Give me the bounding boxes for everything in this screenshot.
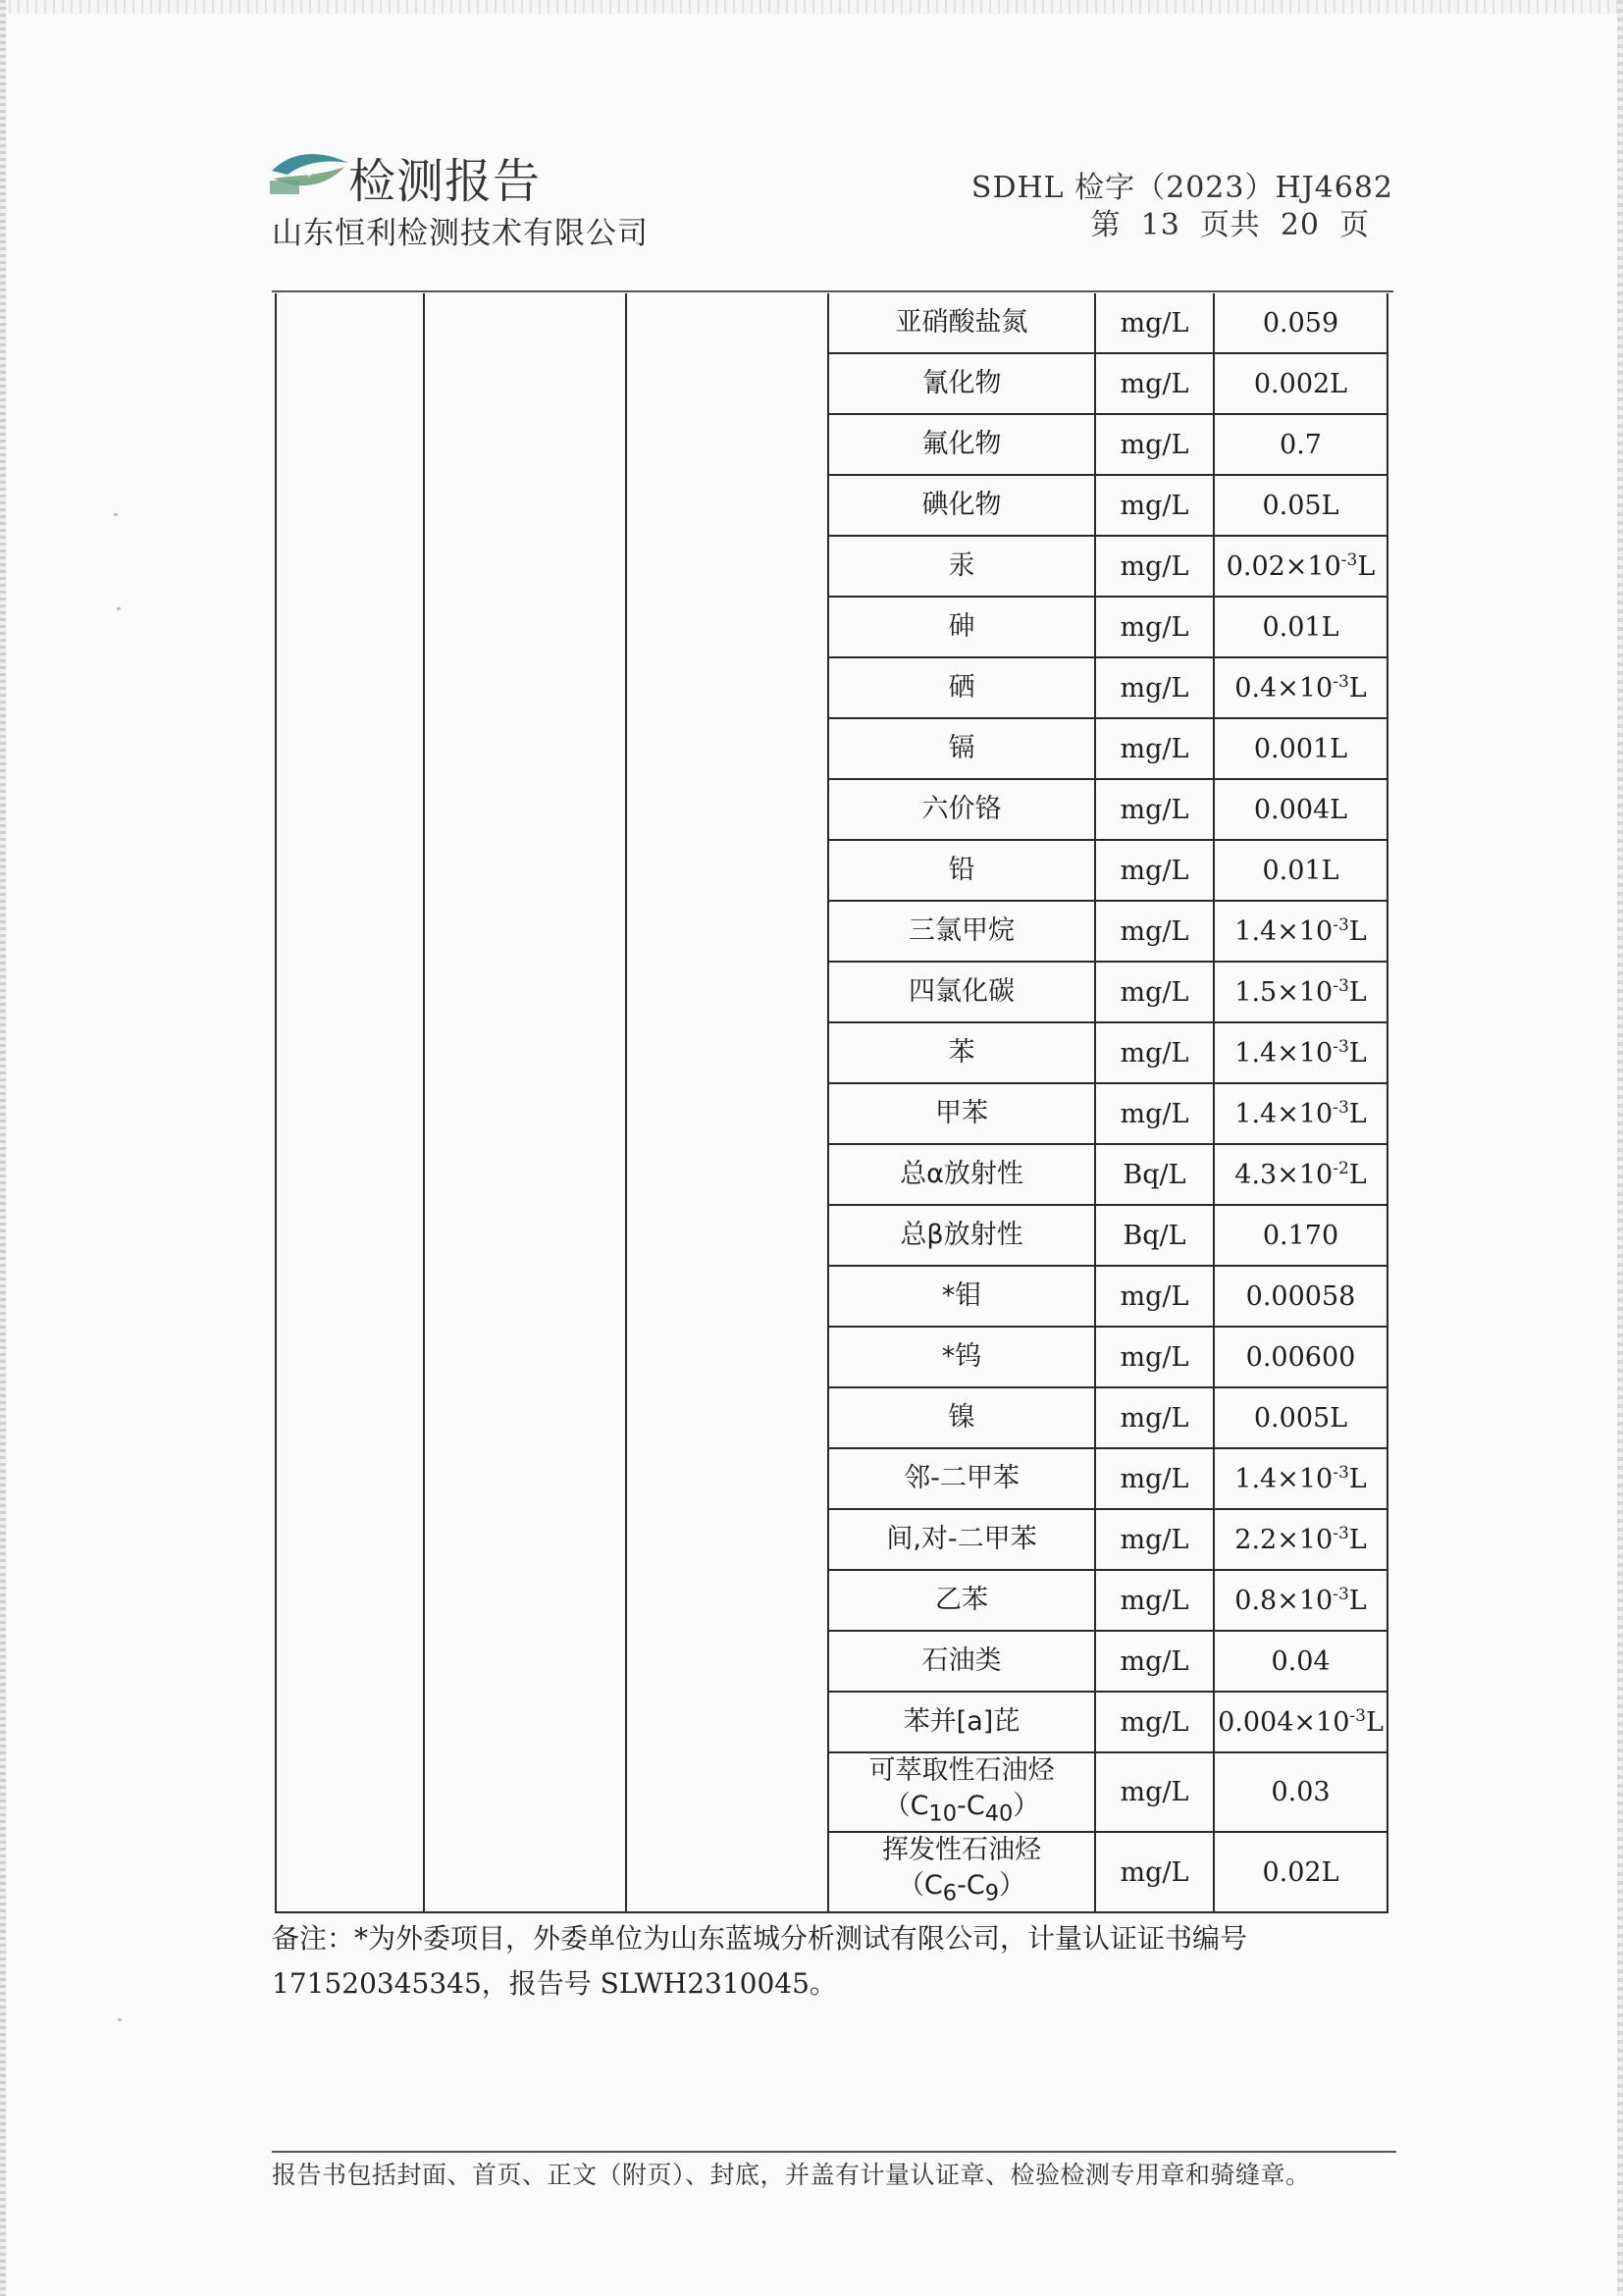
cell-item: 总β放射性	[828, 1205, 1095, 1266]
cell-result	[1214, 1448, 1387, 1509]
result-base: 1.4×10	[1234, 1099, 1334, 1129]
result-exponent: -3	[1333, 1463, 1349, 1483]
cell-item: 砷	[828, 597, 1095, 657]
scan-speck	[118, 2018, 122, 2021]
cell-result: 0.7	[1214, 414, 1387, 475]
page-middle: 页共	[1199, 208, 1261, 242]
result-base: 0.004×10	[1218, 1707, 1350, 1738]
item-paren-close: ）	[1013, 1791, 1040, 1821]
result-flag: L	[1348, 1099, 1367, 1129]
result-base: 1.5×10	[1234, 977, 1334, 1008]
cell-result: 0.170	[1214, 1205, 1387, 1266]
cell-result	[1214, 962, 1387, 1022]
footer-rule	[272, 2151, 1396, 2153]
item-line-1: 挥发性石油烃	[882, 1835, 1041, 1866]
cell-unit: mg/L	[1095, 475, 1214, 536]
cell-unit: mg/L	[1095, 597, 1214, 657]
cell-result: 0.04	[1214, 1631, 1387, 1692]
result-flag: L	[1348, 1160, 1367, 1190]
scan-speck	[114, 513, 118, 516]
cell-item: 六价铬	[828, 779, 1095, 840]
result-exponent: -3	[1333, 1098, 1349, 1118]
item-paren-open: （C	[897, 1870, 943, 1902]
result-base: 0.4×10	[1234, 673, 1334, 704]
cell-unit: mg/L	[1095, 536, 1214, 597]
cell-result: 0.059	[1214, 293, 1387, 353]
cell-unit: mg/L	[1095, 1083, 1214, 1144]
cell-result: 0.01L	[1214, 840, 1387, 901]
blank-merged-cell	[626, 293, 828, 1912]
result-exponent: -3	[1333, 1585, 1349, 1604]
cell-result	[1214, 1509, 1387, 1570]
result-flag: L	[1348, 673, 1367, 704]
result-exponent: -3	[1349, 1706, 1366, 1726]
table-row	[276, 293, 1387, 353]
report-number: SDHL 检字（2023）HJ4682	[970, 171, 1393, 205]
result-exponent: -3	[1333, 1524, 1349, 1543]
cell-item: 甲苯	[828, 1083, 1095, 1144]
result-flag: L	[1357, 551, 1376, 582]
cell-unit: mg/L	[1095, 1266, 1214, 1327]
cell-item: 三氯甲烷	[828, 901, 1095, 962]
result-base: 1.4×10	[1234, 1464, 1334, 1494]
header-rule	[272, 290, 1393, 292]
brand-title: 检测报告	[348, 154, 542, 209]
cell-unit: mg/L	[1095, 1509, 1214, 1570]
item-sub-1: 10	[928, 1800, 958, 1827]
cell-item: 石油类	[828, 1631, 1095, 1692]
cell-item: 四氯化碳	[828, 962, 1095, 1022]
cell-unit: mg/L	[1095, 293, 1214, 353]
result-base: 0.02×10	[1226, 551, 1341, 582]
cell-unit: Bq/L	[1095, 1205, 1214, 1266]
cell-unit: mg/L	[1095, 414, 1214, 475]
cell-item: 镍	[828, 1387, 1095, 1448]
cell-unit: Bq/L	[1095, 1144, 1214, 1205]
cell-result: 0.002L	[1214, 353, 1387, 414]
cell-item: 苯	[828, 1022, 1095, 1083]
item-paren-close: ）	[999, 1870, 1026, 1902]
item-paren-open: （C	[883, 1791, 929, 1821]
page-suffix: 页	[1339, 208, 1370, 242]
cell-result: 0.001L	[1214, 718, 1387, 779]
cell-result: 0.005L	[1214, 1387, 1387, 1448]
result-flag: L	[1348, 1586, 1367, 1616]
result-exponent: -3	[1333, 915, 1349, 935]
cell-result: 0.004L	[1214, 779, 1387, 840]
cell-result: 0.05L	[1214, 475, 1387, 536]
cell-result: 0.01L	[1214, 597, 1387, 657]
cell-item: 亚硝酸盐氮	[828, 293, 1095, 353]
cell-item: 邻-二甲苯	[828, 1448, 1095, 1509]
cell-unit: mg/L	[1095, 779, 1214, 840]
cell-result	[1214, 1692, 1387, 1752]
cell-unit: mg/L	[1095, 1448, 1214, 1509]
remarks-line-1: 备注：*为外委项目，外委单位为山东蓝城分析测试有限公司，计量认证证书编号	[272, 1922, 1248, 1955]
cell-result	[1214, 1570, 1387, 1631]
item-sub-1: 6	[942, 1880, 958, 1906]
result-flag: L	[1348, 1038, 1367, 1069]
item-line-2	[829, 1868, 1094, 1910]
cell-result: 0.00600	[1214, 1327, 1387, 1387]
cell-unit: mg/L	[1095, 1752, 1214, 1832]
result-flag: L	[1348, 977, 1367, 1008]
cell-unit: mg/L	[1095, 657, 1214, 718]
page-edge-left	[0, 0, 6, 2296]
item-sub-2: 40	[984, 1800, 1014, 1827]
cell-unit: mg/L	[1095, 718, 1214, 779]
cell-unit: mg/L	[1095, 353, 1214, 414]
cell-unit: mg/L	[1095, 1631, 1214, 1692]
result-exponent: -3	[1333, 672, 1349, 692]
remarks	[272, 1916, 1400, 2007]
result-base: 2.2×10	[1234, 1525, 1334, 1555]
cell-result	[1214, 1022, 1387, 1083]
cell-item: 汞	[828, 536, 1095, 597]
company-logo-icon	[270, 145, 350, 196]
cell-unit: mg/L	[1095, 1570, 1214, 1631]
cell-unit: mg/L	[1095, 1692, 1214, 1752]
result-base: 4.3×10	[1234, 1160, 1334, 1190]
cell-item: 铅	[828, 840, 1095, 901]
blank-merged-cell	[276, 293, 424, 1912]
cell-item: 乙苯	[828, 1570, 1095, 1631]
result-exponent: -3	[1333, 976, 1349, 996]
cell-item: 总α放射性	[828, 1144, 1095, 1205]
result-exponent: -3	[1333, 1037, 1349, 1057]
remarks-line-2: 171520345345，报告号 SLWH2310045。	[272, 1967, 837, 2000]
page-prefix: 第	[1090, 208, 1122, 242]
page-number	[1081, 200, 1380, 243]
cell-unit: mg/L	[1095, 840, 1214, 901]
cell-result: 0.03	[1214, 1752, 1387, 1832]
page-current: 13	[1140, 208, 1180, 242]
cell-result	[1214, 901, 1387, 962]
cell-result	[1214, 657, 1387, 718]
cell-unit: mg/L	[1095, 1022, 1214, 1083]
item-sub-2: 9	[984, 1880, 1000, 1906]
page-edge-top	[0, 0, 1623, 14]
scan-speck	[117, 607, 121, 610]
cell-item: 硒	[828, 657, 1095, 718]
result-exponent: -2	[1333, 1159, 1349, 1178]
result-base: 0.8×10	[1234, 1586, 1334, 1616]
result-flag: L	[1365, 1707, 1384, 1738]
cell-item: *钨	[828, 1327, 1095, 1387]
cell-result	[1214, 536, 1387, 597]
cell-item: 镉	[828, 718, 1095, 779]
results-table	[275, 293, 1388, 1913]
cell-item: 间,对-二甲苯	[828, 1509, 1095, 1570]
result-exponent: -3	[1340, 550, 1358, 570]
blank-merged-cell	[424, 293, 626, 1912]
result-flag: L	[1348, 916, 1367, 947]
results-table-body	[276, 293, 1387, 1912]
cell-unit: mg/L	[1095, 962, 1214, 1022]
result-flag: L	[1348, 1464, 1367, 1494]
cell-item: 碘化物	[828, 475, 1095, 536]
cell-item: 苯并[a]芘	[828, 1692, 1095, 1752]
item-mid: -C	[957, 1870, 985, 1902]
cell-unit: mg/L	[1095, 1327, 1214, 1387]
cell-unit: mg/L	[1095, 1387, 1214, 1448]
cell-item	[828, 1832, 1095, 1911]
item-mid: -C	[957, 1791, 985, 1821]
result-flag: L	[1348, 1525, 1367, 1555]
company-name: 山东恒利检测技术有限公司	[272, 216, 649, 251]
cell-item: *钼	[828, 1266, 1095, 1327]
cell-result: 0.00058	[1214, 1266, 1387, 1327]
cell-unit: mg/L	[1095, 1832, 1214, 1911]
footer-text: 报告书包括封面、首页、正文（附页）、封底，并盖有计量认证章、检验检测专用章和骑缝章。	[272, 2161, 1311, 2189]
result-base: 1.4×10	[1234, 916, 1334, 947]
result-base: 1.4×10	[1234, 1038, 1334, 1069]
cell-item: 氰化物	[828, 353, 1095, 414]
page-total: 20	[1280, 208, 1320, 242]
cell-result	[1214, 1144, 1387, 1205]
cell-result: 0.02L	[1214, 1832, 1387, 1911]
cell-item: 氟化物	[828, 414, 1095, 475]
item-line-1: 可萃取性石油烃	[868, 1755, 1055, 1786]
page-edge-right	[1617, 0, 1623, 2296]
cell-result	[1214, 1083, 1387, 1144]
cell-item	[828, 1752, 1095, 1832]
cell-unit: mg/L	[1095, 901, 1214, 962]
item-line-2	[829, 1789, 1094, 1831]
